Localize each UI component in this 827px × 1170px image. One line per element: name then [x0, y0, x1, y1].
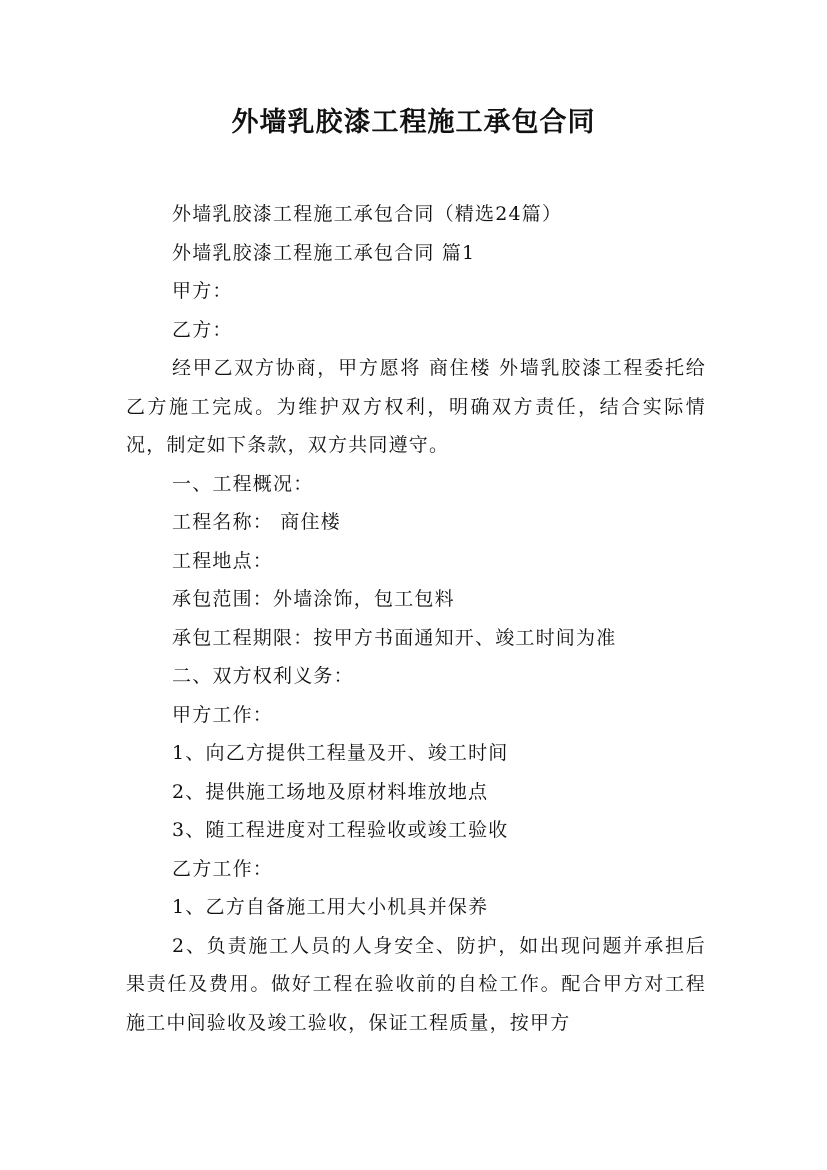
paragraph-term: 承包工程期限：按甲方书面通知开、竣工时间为准 [172, 626, 617, 649]
paragraph-section-2-heading: 二、双方权利义务： [172, 665, 354, 687]
list-item: 3、随工程进度对工程验收或竣工验收 [172, 819, 509, 841]
paragraph-section-1-heading: 一、工程概况： [172, 472, 314, 495]
paragraph-subtitle: 外墙乳胶漆工程施工承包合同（精选24篇） [172, 203, 563, 225]
paragraph-article-heading: 外墙乳胶漆工程施工承包合同 篇1 [172, 241, 476, 264]
paragraph-party-b-work: 乙方工作： [172, 857, 274, 880]
list-item: 2、负责施工人员的人身安全、防护，如出现问题并承担后果责任及费用。做好工程在验收前的自检工作。配合甲方对工程施工中间验收及竣工验收，保证工程质量，按甲方 [126, 934, 706, 1034]
document-body [126, 195, 706, 1042]
list-item: 2、提供施工场地及原材料堆放地点 [172, 780, 489, 803]
paragraph-party-b: 乙方： [172, 318, 233, 341]
list-item: 1、乙方自备施工用大小机具并保养 [172, 896, 489, 918]
paragraph-party-a-work: 甲方工作： [172, 703, 274, 726]
paragraph-preamble: 经甲乙双方协商，甲方愿将 商住楼 外墙乳胶漆工程委托给乙方施工完成。为维护双方权利，明确双方责任，结合实际情况，制定如下条款，双方共同遵守。 [126, 357, 706, 456]
paragraph-scope: 承包范围：外墙涂饰，包工包料 [172, 588, 455, 610]
document-title: 外墙乳胶漆工程施工承包合同 [231, 107, 596, 138]
paragraph-project-location: 工程地点： [172, 549, 274, 572]
paragraph-party-a: 甲方： [172, 280, 233, 302]
list-item: 1、向乙方提供工程量及开、竣工时间 [172, 742, 509, 764]
paragraph-project-name: 工程名称： 商住楼 [172, 511, 341, 533]
